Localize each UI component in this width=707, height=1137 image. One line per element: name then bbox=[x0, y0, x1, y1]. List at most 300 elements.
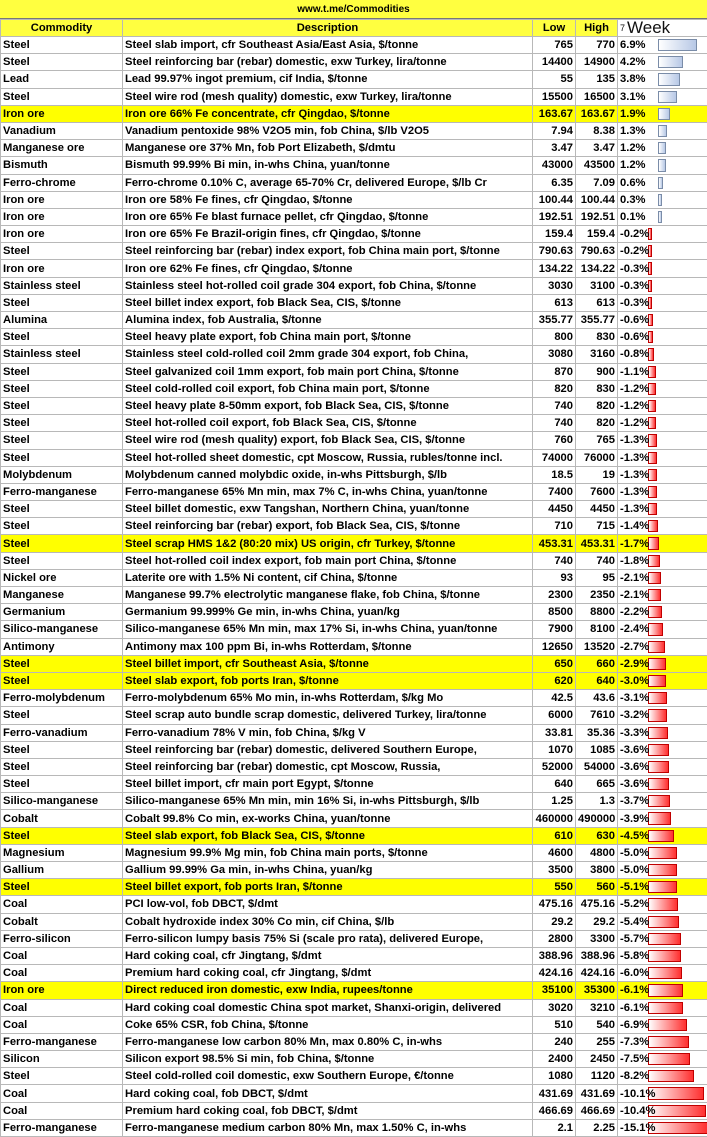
table-row[interactable] bbox=[1, 449, 707, 466]
change-value: -0.6% bbox=[620, 331, 649, 343]
change-value: -3.1% bbox=[620, 692, 649, 704]
table-row[interactable] bbox=[1, 793, 707, 810]
high-cell: 19 bbox=[576, 466, 618, 483]
high-cell: 466.69 bbox=[576, 1102, 618, 1119]
commodity-cell: Silicon bbox=[1, 1051, 123, 1068]
week-change-cell bbox=[618, 965, 707, 982]
commodity-cell: Steel bbox=[1, 501, 123, 518]
table-row[interactable] bbox=[1, 226, 707, 243]
change-bar bbox=[648, 452, 657, 464]
commodity-cell: Steel bbox=[1, 672, 123, 689]
table-row[interactable] bbox=[1, 312, 707, 329]
week-change-cell bbox=[618, 862, 707, 879]
week-prefix: 7 bbox=[620, 23, 625, 33]
change-value: -15.1% bbox=[620, 1122, 655, 1134]
week-change-cell bbox=[618, 896, 707, 913]
week-change-cell bbox=[618, 88, 707, 105]
low-cell: 740 bbox=[533, 415, 576, 432]
commodity-cell: Lead bbox=[1, 71, 123, 88]
change-value: -0.6% bbox=[620, 314, 649, 326]
change-value: -5.0% bbox=[620, 864, 649, 876]
week-change-cell bbox=[618, 191, 707, 208]
week-change-cell bbox=[618, 758, 707, 775]
table-row[interactable] bbox=[1, 621, 707, 638]
low-cell: 12650 bbox=[533, 638, 576, 655]
high-cell: 740 bbox=[576, 552, 618, 569]
change-value: -0.3% bbox=[620, 297, 649, 309]
low-cell: 3020 bbox=[533, 999, 576, 1016]
change-value: -2.7% bbox=[620, 641, 649, 653]
commodity-cell: Bismuth bbox=[1, 157, 123, 174]
change-value: -4.5% bbox=[620, 830, 649, 842]
low-cell: 355.77 bbox=[533, 312, 576, 329]
description-cell: Coke 65% CSR, fob China, $/tonne bbox=[123, 1016, 533, 1033]
table-row[interactable] bbox=[1, 191, 707, 208]
table-row[interactable] bbox=[1, 1102, 707, 1119]
change-value: -6.0% bbox=[620, 967, 649, 979]
table-row[interactable] bbox=[1, 1033, 707, 1050]
change-bar bbox=[648, 434, 657, 446]
table-row[interactable] bbox=[1, 122, 707, 139]
commodity-cell: Steel bbox=[1, 776, 123, 793]
low-cell: 765 bbox=[533, 37, 576, 54]
change-bar bbox=[648, 727, 668, 739]
table-row[interactable] bbox=[1, 1085, 707, 1102]
commodity-cell: Coal bbox=[1, 999, 123, 1016]
low-cell: 35100 bbox=[533, 982, 576, 999]
low-cell: 52000 bbox=[533, 758, 576, 775]
change-value: -1.3% bbox=[620, 452, 649, 464]
table-row[interactable] bbox=[1, 707, 707, 724]
high-cell: 100.44 bbox=[576, 191, 618, 208]
table-row[interactable] bbox=[1, 672, 707, 689]
description-cell: Steel billet import, cfr main port Egypt, $/tonne bbox=[123, 776, 533, 793]
table-row[interactable] bbox=[1, 896, 707, 913]
description-cell: Stainless steel cold-rolled coil 2mm grade 304 export, fob China, bbox=[123, 346, 533, 363]
table-row[interactable] bbox=[1, 208, 707, 225]
low-cell: 3080 bbox=[533, 346, 576, 363]
commodity-cell: Iron ore bbox=[1, 105, 123, 122]
commodity-cell: Steel bbox=[1, 449, 123, 466]
commodity-cell: Coal bbox=[1, 1085, 123, 1102]
week-change-cell bbox=[618, 587, 707, 604]
commodity-cell: Steel bbox=[1, 552, 123, 569]
description-cell: Iron ore 62% Fe fines, cfr Qingdao, $/tonne bbox=[123, 260, 533, 277]
low-cell: 74000 bbox=[533, 449, 576, 466]
table-row[interactable] bbox=[1, 758, 707, 775]
high-cell: 192.51 bbox=[576, 208, 618, 225]
high-cell: 14900 bbox=[576, 54, 618, 71]
week-change-cell bbox=[618, 71, 707, 88]
low-cell: 870 bbox=[533, 363, 576, 380]
description-cell: Steel cold-rolled coil domestic, exw Southern Europe, €/tonne bbox=[123, 1068, 533, 1085]
low-cell: 7400 bbox=[533, 483, 576, 500]
table-row[interactable] bbox=[1, 483, 707, 500]
commodity-cell: Cobalt bbox=[1, 913, 123, 930]
commodity-cell: Coal bbox=[1, 947, 123, 964]
low-cell: 650 bbox=[533, 655, 576, 672]
description-cell: Steel scrap HMS 1&2 (80:20 mix) US origin, cfr Turkey, $/tonne bbox=[123, 535, 533, 552]
low-cell: 620 bbox=[533, 672, 576, 689]
high-cell: 4800 bbox=[576, 844, 618, 861]
commodity-cell: Molybdenum bbox=[1, 466, 123, 483]
description-cell: Steel hot-rolled coil index export, fob main port China, $/tonne bbox=[123, 552, 533, 569]
change-bar bbox=[648, 400, 656, 412]
table-row[interactable] bbox=[1, 535, 707, 552]
low-cell: 43000 bbox=[533, 157, 576, 174]
low-cell: 640 bbox=[533, 776, 576, 793]
table-row[interactable] bbox=[1, 397, 707, 414]
high-cell: 715 bbox=[576, 518, 618, 535]
high-cell: 388.96 bbox=[576, 947, 618, 964]
high-cell: 790.63 bbox=[576, 243, 618, 260]
commodity-cell: Ferro-manganese bbox=[1, 1033, 123, 1050]
description-cell: Hard coking coal domestic China spot market, Shanxi-origin, delivered bbox=[123, 999, 533, 1016]
change-value: -5.0% bbox=[620, 847, 649, 859]
table-row[interactable] bbox=[1, 844, 707, 861]
week-change-cell bbox=[618, 243, 707, 260]
commodity-cell: Steel bbox=[1, 380, 123, 397]
column-header-low[interactable]: Low bbox=[533, 20, 576, 37]
table-row[interactable] bbox=[1, 569, 707, 586]
change-value: -3.6% bbox=[620, 778, 649, 790]
week-change-cell bbox=[618, 1033, 707, 1050]
commodity-cell: Stainless steel bbox=[1, 277, 123, 294]
low-cell: 192.51 bbox=[533, 208, 576, 225]
table-row[interactable] bbox=[1, 380, 707, 397]
change-bar bbox=[658, 108, 670, 120]
description-cell: Steel reinforcing bar (rebar) export, fob Black Sea, CIS, $/tonne bbox=[123, 518, 533, 535]
table-row[interactable] bbox=[1, 552, 707, 569]
table-row[interactable] bbox=[1, 827, 707, 844]
table-row[interactable] bbox=[1, 1051, 707, 1068]
table-row[interactable] bbox=[1, 466, 707, 483]
change-value: -6.1% bbox=[620, 984, 649, 996]
low-cell: 550 bbox=[533, 879, 576, 896]
week-change-cell bbox=[618, 1085, 707, 1102]
table-row[interactable] bbox=[1, 862, 707, 879]
high-cell: 43500 bbox=[576, 157, 618, 174]
low-cell: 6.35 bbox=[533, 174, 576, 191]
source-url: www.t.me/Commodities bbox=[0, 0, 707, 19]
description-cell: Premium hard coking coal, fob DBCT, $/dmt bbox=[123, 1102, 533, 1119]
change-value: -1.2% bbox=[620, 383, 649, 395]
change-value: -0.2% bbox=[620, 228, 649, 240]
change-value: -2.1% bbox=[620, 589, 649, 601]
table-row[interactable] bbox=[1, 432, 707, 449]
high-cell: 830 bbox=[576, 380, 618, 397]
table-row[interactable] bbox=[1, 518, 707, 535]
low-cell: 55 bbox=[533, 71, 576, 88]
column-header-description[interactable]: Description bbox=[123, 20, 533, 37]
high-cell: 3800 bbox=[576, 862, 618, 879]
change-value: -0.2% bbox=[620, 245, 649, 257]
commodities-table bbox=[0, 19, 707, 1137]
change-bar bbox=[648, 675, 666, 687]
change-value: 1.9% bbox=[620, 108, 646, 120]
change-value: 1.2% bbox=[620, 142, 646, 154]
change-value: -0.3% bbox=[620, 263, 649, 275]
change-bar bbox=[648, 417, 656, 429]
high-cell: 2450 bbox=[576, 1051, 618, 1068]
change-value: -3.2% bbox=[620, 709, 649, 721]
low-cell: 790.63 bbox=[533, 243, 576, 260]
description-cell: Steel heavy plate 8-50mm export, fob Black Sea, CIS, $/tonne bbox=[123, 397, 533, 414]
week-change-cell bbox=[618, 655, 707, 672]
table-row[interactable] bbox=[1, 999, 707, 1016]
commodity-cell: Iron ore bbox=[1, 191, 123, 208]
week-change-cell bbox=[618, 518, 707, 535]
table-row[interactable] bbox=[1, 724, 707, 741]
table-row[interactable] bbox=[1, 776, 707, 793]
table-row[interactable] bbox=[1, 587, 707, 604]
change-value: -2.2% bbox=[620, 606, 649, 618]
table-row[interactable] bbox=[1, 879, 707, 896]
description-cell: Steel scrap auto bundle scrap domestic, delivered Turkey, lira/tonne bbox=[123, 707, 533, 724]
low-cell: 610 bbox=[533, 827, 576, 844]
low-cell: 1.25 bbox=[533, 793, 576, 810]
description-cell: Steel slab import, cfr Southeast Asia/East Asia, $/tonne bbox=[123, 37, 533, 54]
description-cell: Iron ore 65% Fe Brazil-origin fines, cfr Qingdao, $/tonne bbox=[123, 226, 533, 243]
change-value: -1.8% bbox=[620, 555, 649, 567]
table-row[interactable] bbox=[1, 105, 707, 122]
description-cell: Silico-manganese 65% Mn min, min 16% Si, in-whs Pittsburgh, $/lb bbox=[123, 793, 533, 810]
table-body bbox=[1, 37, 707, 1137]
change-bar bbox=[648, 847, 677, 859]
commodity-cell: Coal bbox=[1, 965, 123, 982]
table-row[interactable] bbox=[1, 54, 707, 71]
week-change-cell bbox=[618, 724, 707, 741]
table-row[interactable] bbox=[1, 1119, 707, 1136]
table-row[interactable] bbox=[1, 690, 707, 707]
high-cell: 770 bbox=[576, 37, 618, 54]
table-row[interactable] bbox=[1, 157, 707, 174]
change-bar bbox=[648, 761, 669, 773]
low-cell: 4600 bbox=[533, 844, 576, 861]
commodity-cell: Stainless steel bbox=[1, 346, 123, 363]
commodity-cell: Steel bbox=[1, 518, 123, 535]
high-cell: 76000 bbox=[576, 449, 618, 466]
table-row[interactable] bbox=[1, 913, 707, 930]
high-cell: 830 bbox=[576, 329, 618, 346]
table-row[interactable] bbox=[1, 88, 707, 105]
week-change-cell bbox=[618, 672, 707, 689]
low-cell: 18.5 bbox=[533, 466, 576, 483]
description-cell: Steel wire rod (mesh quality) domestic, exw Turkey, lira/tonne bbox=[123, 88, 533, 105]
commodity-cell: Steel bbox=[1, 37, 123, 54]
commodity-cell: Iron ore bbox=[1, 260, 123, 277]
week-change-cell bbox=[618, 449, 707, 466]
commodity-cell: Steel bbox=[1, 329, 123, 346]
commodity-cell: Ferro-manganese bbox=[1, 483, 123, 500]
table-row[interactable] bbox=[1, 930, 707, 947]
high-cell: 7.09 bbox=[576, 174, 618, 191]
table-row[interactable] bbox=[1, 243, 707, 260]
table-row[interactable] bbox=[1, 1068, 707, 1085]
commodity-cell: Steel bbox=[1, 432, 123, 449]
table-row[interactable] bbox=[1, 1016, 707, 1033]
change-value: -5.2% bbox=[620, 898, 649, 910]
high-cell: 560 bbox=[576, 879, 618, 896]
high-cell: 2.25 bbox=[576, 1119, 618, 1136]
high-cell: 490000 bbox=[576, 810, 618, 827]
commodity-cell: Coal bbox=[1, 1016, 123, 1033]
change-value: -3.6% bbox=[620, 761, 649, 773]
description-cell: Cobalt hydroxide index 30% Co min, cif China, $/lb bbox=[123, 913, 533, 930]
week-change-cell bbox=[618, 105, 707, 122]
high-cell: 540 bbox=[576, 1016, 618, 1033]
week-change-cell bbox=[618, 466, 707, 483]
table-row[interactable] bbox=[1, 71, 707, 88]
commodity-cell: Silico-manganese bbox=[1, 793, 123, 810]
description-cell: Hard coking coal, cfr Jingtang, $/dmt bbox=[123, 947, 533, 964]
table-row[interactable] bbox=[1, 174, 707, 191]
change-value: -1.2% bbox=[620, 400, 649, 412]
low-cell: 100.44 bbox=[533, 191, 576, 208]
table-row[interactable] bbox=[1, 655, 707, 672]
change-value: 3.8% bbox=[620, 73, 646, 85]
change-value: 4.2% bbox=[620, 56, 646, 68]
week-change-cell bbox=[618, 432, 707, 449]
table-row[interactable] bbox=[1, 982, 707, 999]
table-row[interactable] bbox=[1, 810, 707, 827]
table-row[interactable] bbox=[1, 415, 707, 432]
high-cell: 475.16 bbox=[576, 896, 618, 913]
change-bar bbox=[648, 658, 666, 670]
low-cell: 613 bbox=[533, 294, 576, 311]
description-cell: Steel galvanized coil 1mm export, fob main port China, $/tonne bbox=[123, 363, 533, 380]
change-bar bbox=[648, 537, 659, 549]
change-bar bbox=[648, 1070, 694, 1082]
high-cell: 1120 bbox=[576, 1068, 618, 1085]
table-row[interactable] bbox=[1, 37, 707, 54]
description-cell: Hard coking coal, fob DBCT, $/dmt bbox=[123, 1085, 533, 1102]
commodity-cell: Steel bbox=[1, 879, 123, 896]
table-row[interactable] bbox=[1, 363, 707, 380]
table-row[interactable] bbox=[1, 140, 707, 157]
high-cell: 820 bbox=[576, 397, 618, 414]
table-row[interactable] bbox=[1, 260, 707, 277]
week-change-cell bbox=[618, 604, 707, 621]
table-row[interactable] bbox=[1, 277, 707, 294]
week-change-cell bbox=[618, 982, 707, 999]
low-cell: 453.31 bbox=[533, 535, 576, 552]
table-row[interactable] bbox=[1, 329, 707, 346]
change-bar bbox=[658, 73, 680, 85]
low-cell: 820 bbox=[533, 380, 576, 397]
low-cell: 33.81 bbox=[533, 724, 576, 741]
description-cell: Iron ore 66% Fe concentrate, cfr Qingdao, $/tonne bbox=[123, 105, 533, 122]
table-row[interactable] bbox=[1, 741, 707, 758]
change-bar bbox=[648, 1087, 704, 1099]
commodity-cell: Manganese bbox=[1, 587, 123, 604]
low-cell: 3030 bbox=[533, 277, 576, 294]
change-value: -5.1% bbox=[620, 881, 649, 893]
table-row[interactable] bbox=[1, 965, 707, 982]
high-cell: 3.47 bbox=[576, 140, 618, 157]
low-cell: 740 bbox=[533, 397, 576, 414]
week-change-cell bbox=[618, 999, 707, 1016]
low-cell: 1080 bbox=[533, 1068, 576, 1085]
commodity-cell: Coal bbox=[1, 896, 123, 913]
high-cell: 765 bbox=[576, 432, 618, 449]
low-cell: 163.67 bbox=[533, 105, 576, 122]
high-cell: 54000 bbox=[576, 758, 618, 775]
column-header-high[interactable]: High bbox=[576, 20, 618, 37]
low-cell: 7.94 bbox=[533, 122, 576, 139]
column-header-commodity[interactable]: Commodity bbox=[1, 20, 123, 37]
change-value: -2.4% bbox=[620, 623, 649, 635]
change-bar bbox=[648, 641, 665, 653]
change-value: 1.2% bbox=[620, 159, 646, 171]
week-change-cell bbox=[618, 1051, 707, 1068]
week-change-cell bbox=[618, 174, 707, 191]
column-header-week[interactable] bbox=[618, 20, 707, 37]
description-cell: Steel billet export, fob ports Iran, $/tonne bbox=[123, 879, 533, 896]
table-row[interactable] bbox=[1, 604, 707, 621]
description-cell: Direct reduced iron domestic, exw India, rupees/tonne bbox=[123, 982, 533, 999]
week-change-cell bbox=[618, 569, 707, 586]
commodity-cell: Steel bbox=[1, 707, 123, 724]
change-value: -3.3% bbox=[620, 727, 649, 739]
description-cell: Premium hard coking coal, cfr Jingtang, $/dmt bbox=[123, 965, 533, 982]
week-change-cell bbox=[618, 415, 707, 432]
change-bar bbox=[648, 744, 669, 756]
description-cell: Vanadium pentoxide 98% V2O5 min, fob China, $/lb V2O5 bbox=[123, 122, 533, 139]
high-cell: 95 bbox=[576, 569, 618, 586]
low-cell: 424.16 bbox=[533, 965, 576, 982]
description-cell: Lead 99.97% ingot premium, cif India, $/tonne bbox=[123, 71, 533, 88]
table-row[interactable] bbox=[1, 346, 707, 363]
high-cell: 8.38 bbox=[576, 122, 618, 139]
table-row[interactable] bbox=[1, 501, 707, 518]
high-cell: 134.22 bbox=[576, 260, 618, 277]
week-change-cell bbox=[618, 707, 707, 724]
week-change-cell bbox=[618, 380, 707, 397]
low-cell: 7900 bbox=[533, 621, 576, 638]
change-bar bbox=[648, 1019, 687, 1031]
change-value: 0.1% bbox=[620, 211, 646, 223]
low-cell: 2.1 bbox=[533, 1119, 576, 1136]
low-cell: 14400 bbox=[533, 54, 576, 71]
description-cell: Silicon export 98.5% Si min, fob China, $/tonne bbox=[123, 1051, 533, 1068]
week-change-cell bbox=[618, 638, 707, 655]
low-cell: 740 bbox=[533, 552, 576, 569]
description-cell: Steel billet index export, fob Black Sea, CIS, $/tonne bbox=[123, 294, 533, 311]
table-row[interactable] bbox=[1, 638, 707, 655]
low-cell: 8500 bbox=[533, 604, 576, 621]
table-row[interactable] bbox=[1, 294, 707, 311]
commodity-cell: Ferro-chrome bbox=[1, 174, 123, 191]
change-value: -1.3% bbox=[620, 486, 649, 498]
change-value: 1.3% bbox=[620, 125, 646, 137]
change-bar bbox=[648, 778, 669, 790]
change-bar bbox=[648, 572, 661, 584]
change-bar bbox=[658, 211, 662, 223]
week-change-cell bbox=[618, 810, 707, 827]
description-cell: PCI low-vol, fob DBCT, $/dmt bbox=[123, 896, 533, 913]
change-value: -3.0% bbox=[620, 675, 649, 687]
description-cell: Steel hot-rolled sheet domestic, cpt Moscow, Russia, rubles/tonne incl. bbox=[123, 449, 533, 466]
high-cell: 4450 bbox=[576, 501, 618, 518]
table-row[interactable] bbox=[1, 947, 707, 964]
change-value: -1.4% bbox=[620, 520, 649, 532]
change-value: -5.4% bbox=[620, 916, 649, 928]
change-bar bbox=[658, 125, 667, 137]
low-cell: 475.16 bbox=[533, 896, 576, 913]
change-value: -1.2% bbox=[620, 417, 649, 429]
commodity-cell: Steel bbox=[1, 741, 123, 758]
